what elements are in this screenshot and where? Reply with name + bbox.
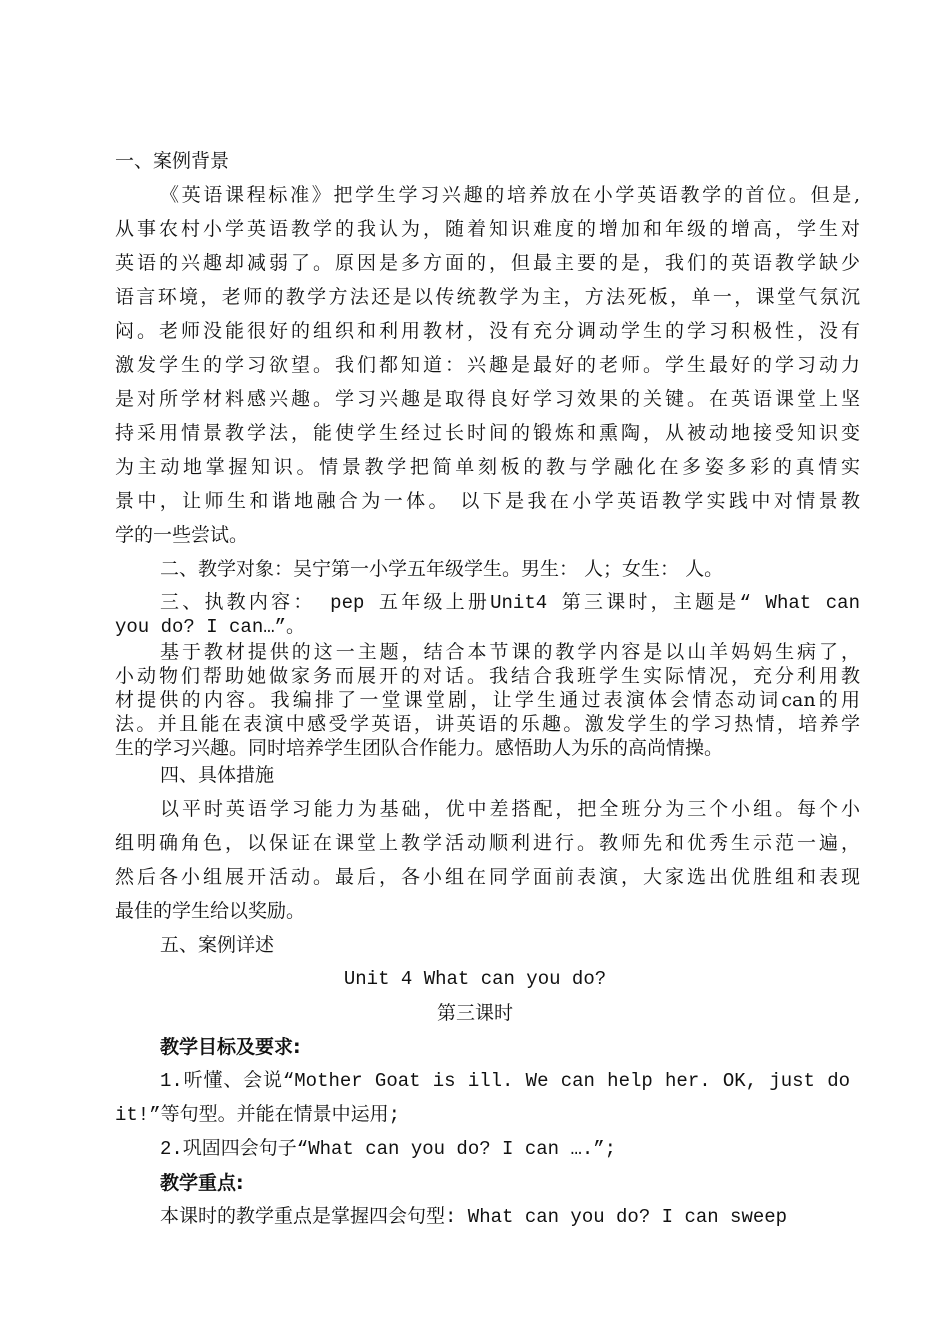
key-points-line: 本课时的教学重点是掌握四会句型: What can you do? I can sweep	[160, 1206, 788, 1228]
lesson-subtitle: 第三课时	[436, 1002, 513, 1024]
objectives-heading: 教学目标及要求:	[160, 1036, 301, 1058]
teaching-content-line: 三、执教内容： pep 五年级上册Unit4 第三课时，主题是“ What can	[160, 592, 860, 614]
teaching-target-line: 二、教学对象：吴宁第一小学五年级学生。男生： 人；女生： 人。	[160, 558, 724, 580]
teaching-content-line: you do? I can…”。	[115, 616, 306, 638]
unit-title: Unit 4 What can you do?	[343, 968, 607, 990]
paragraph-line: 《英语课程标准》把学生学习兴趣的培养放在小学英语教学的首位。但是,	[160, 184, 860, 206]
paragraph-line: 学的一些尝试。	[115, 524, 249, 546]
paragraph-line: 最佳的学生给以奖励。	[115, 900, 306, 922]
section-heading-background: 一、案例背景	[115, 150, 230, 172]
objective-item: 1.听懂、会说“Mother Goat is ill. We can help her. OK, just do	[160, 1070, 850, 1092]
objective-item: it!”等句型。并能在情景中运用;	[115, 1104, 401, 1126]
paragraph-line: 材提供的内容。我编排了一堂课堂剧，让学生通过表演体会情态动词can的用	[115, 689, 860, 711]
paragraph-line: 为主动地掌握知识。情景教学把简单刻板的教与学融化在多姿多彩的真情实	[115, 456, 860, 478]
paragraph-line: 基于教材提供的这一主题，结合本节课的教学内容是以山羊妈妈生病了，	[160, 641, 860, 663]
paragraph-line: 以平时英语学习能力为基础，优中差搭配，把全班分为三个小组。每个小	[160, 798, 860, 820]
paragraph-line: 激发学生的学习欲望。我们都知道：兴趣是最好的老师。学生最好的学习动力	[115, 354, 860, 376]
objective-item: 2.巩固四会句子“What can you do? I can ….”;	[160, 1138, 617, 1160]
paragraph-line: 从事农村小学英语教学的我认为，随着知识难度的增加和年级的增高，学生对	[115, 218, 860, 240]
paragraph-line: 小动物们帮助她做家务而展开的对话。我结合我班学生实际情况，充分利用教	[115, 665, 860, 687]
paragraph-line: 英语的兴趣却减弱了。原因是多方面的，但最主要的是，我们的英语教学缺少	[115, 252, 860, 274]
paragraph-line: 语言环境，老师的教学方法还是以传统教学为主，方法死板，单一，课堂气氛沉	[115, 286, 860, 308]
paragraph-line: 生的学习兴趣。同时培养学生团队合作能力。感悟助人为乐的高尚情操。	[115, 737, 724, 759]
paragraph-line: 持采用情景教学法，能使学生经过长时间的锻炼和熏陶，从被动地接受知识变	[115, 422, 860, 444]
paragraph-line: 然后各小组展开活动。最后，各小组在同学面前表演，大家选出优胜组和表现	[115, 866, 860, 888]
section-heading-measures: 四、具体措施	[160, 764, 275, 786]
paragraph-line: 是对所学材料感兴趣。学习兴趣是取得良好学习效果的关键。在英语课堂上坚	[115, 388, 860, 410]
section-heading-details: 五、案例详述	[160, 934, 275, 956]
key-points-heading: 教学重点:	[160, 1172, 244, 1194]
paragraph-line: 法。并且能在表演中感受学英语，讲英语的乐趣。激发学生的学习热情，培养学	[115, 713, 860, 735]
paragraph-line: 景中，让师生和谐地融合为一体。 以下是我在小学英语教学实践中对情景教	[115, 490, 860, 512]
paragraph-line: 闷。老师没能很好的组织和利用教材，没有充分调动学生的学习积极性，没有	[115, 320, 860, 342]
paragraph-line: 组明确角色，以保证在课堂上教学活动顺利进行。教师先和优秀生示范一遍，	[115, 832, 860, 854]
